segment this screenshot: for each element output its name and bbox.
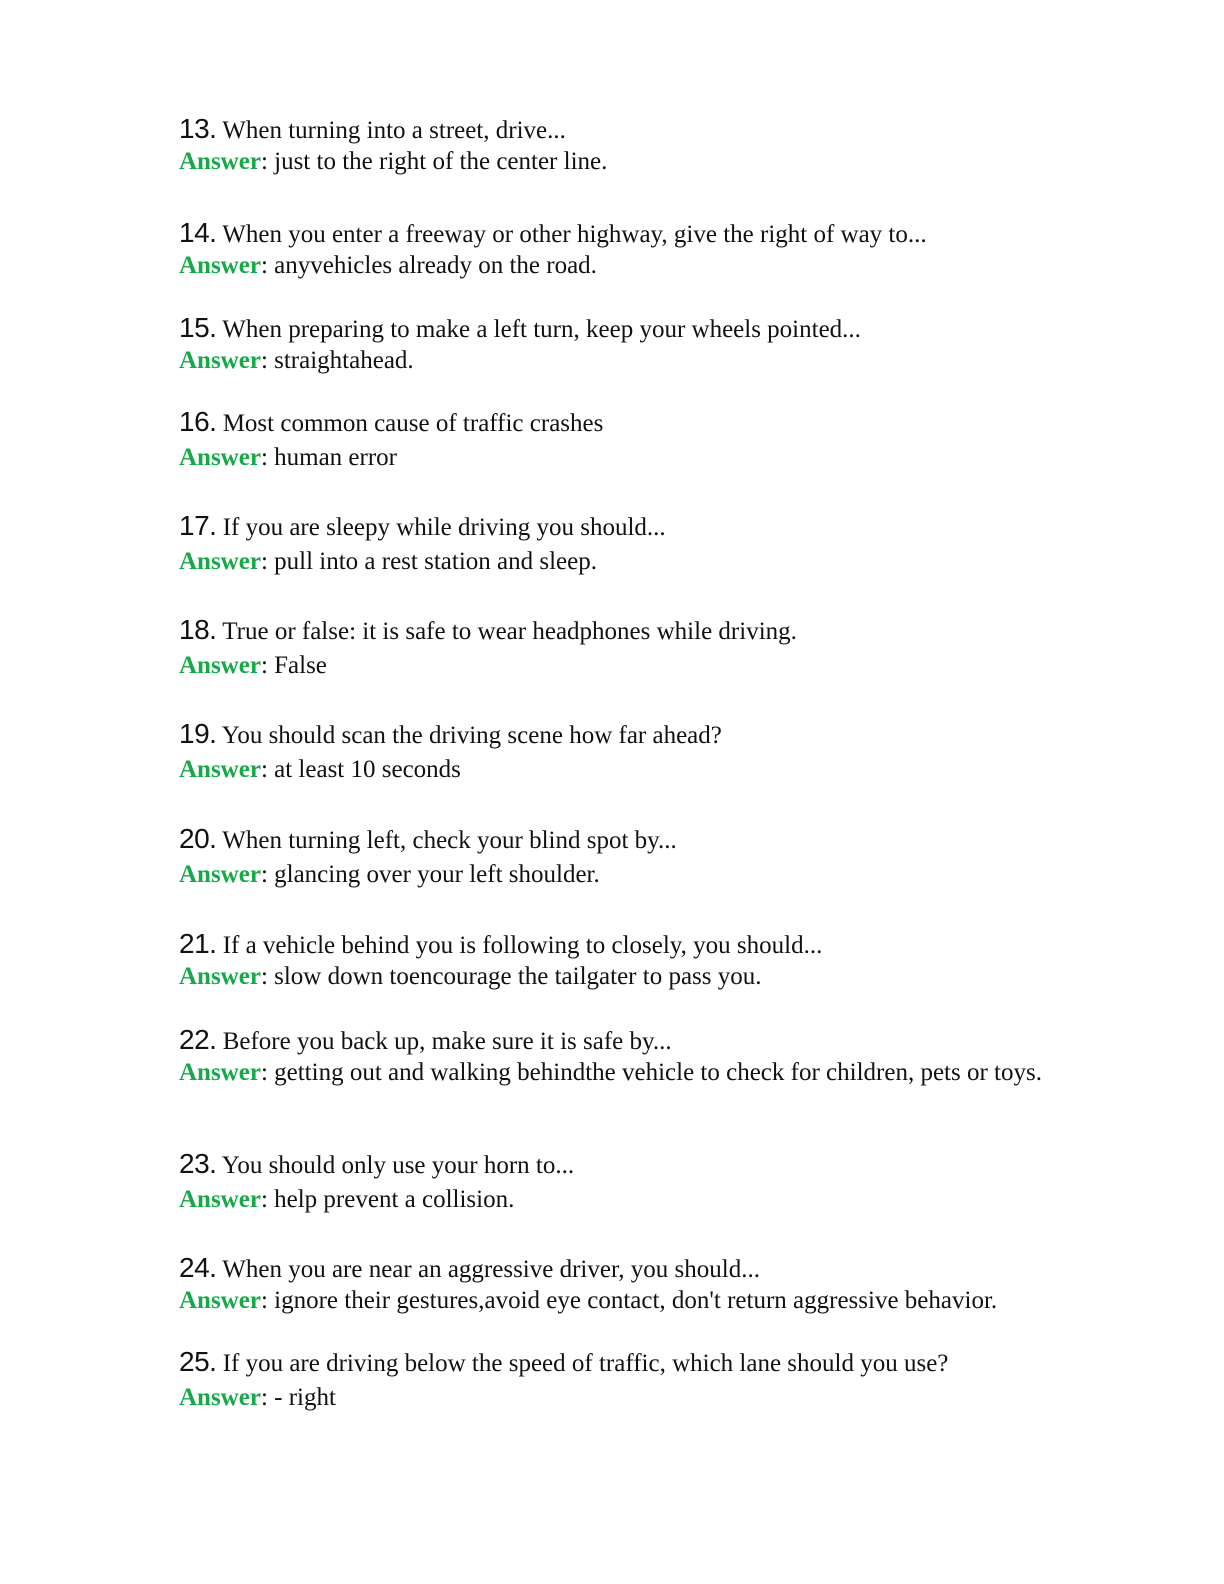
answer-label: Answer bbox=[179, 861, 261, 888]
answer-text: : just to the right of the center line. bbox=[260, 148, 608, 175]
question-line bbox=[179, 928, 1099, 961]
question-number: 21. bbox=[179, 928, 217, 959]
answer-text: : False bbox=[260, 652, 327, 679]
qa-item-24 bbox=[179, 1252, 1099, 1316]
question-number: 14. bbox=[179, 217, 217, 248]
question-text: True or false: it is safe to wear headphones while driving. bbox=[222, 618, 797, 645]
qa-item-15 bbox=[179, 312, 1099, 376]
question-line bbox=[179, 312, 1099, 345]
question-line bbox=[179, 113, 1099, 146]
qa-item-20 bbox=[179, 823, 1099, 890]
answer-line bbox=[179, 1382, 1099, 1413]
answer-label: Answer bbox=[179, 548, 261, 575]
answer-line bbox=[179, 146, 1099, 177]
answer-line bbox=[179, 345, 1099, 376]
question-number: 25. bbox=[179, 1346, 217, 1377]
answer-label: Answer bbox=[179, 756, 261, 783]
answer-line bbox=[179, 1057, 1099, 1088]
question-number: 18. bbox=[179, 614, 217, 645]
question-text: If a vehicle behind you is following to closely, you should... bbox=[222, 932, 823, 959]
question-text: You should only use your horn to... bbox=[221, 1152, 575, 1179]
answer-line bbox=[179, 754, 1099, 785]
question-number: 17. bbox=[179, 510, 217, 541]
qa-item-14 bbox=[179, 217, 1099, 281]
answer-label: Answer bbox=[179, 963, 261, 990]
question-line bbox=[179, 823, 1099, 856]
question-line bbox=[179, 1252, 1099, 1285]
question-text: When you enter a freeway or other highway, give the right of way to... bbox=[222, 221, 927, 248]
question-text: Most common cause of traffic crashes bbox=[222, 410, 604, 437]
question-text: When turning left, check your blind spot by... bbox=[222, 827, 677, 854]
question-number: 24. bbox=[179, 1252, 217, 1283]
question-number: 16. bbox=[179, 406, 217, 437]
question-line bbox=[179, 1148, 1099, 1181]
question-number: 15. bbox=[179, 312, 217, 343]
answer-line bbox=[179, 650, 1099, 681]
answer-line bbox=[179, 1285, 1099, 1316]
question-text: If you are sleepy while driving you should... bbox=[222, 514, 666, 541]
answer-text: : getting out and walking behindthe vehicle to check for children, pets or toys. bbox=[260, 1059, 1042, 1086]
question-line bbox=[179, 614, 1099, 647]
answer-text: : glancing over your left shoulder. bbox=[260, 861, 600, 888]
question-text: When turning into a street, drive... bbox=[222, 117, 566, 144]
answer-line bbox=[179, 250, 1099, 281]
qa-item-18 bbox=[179, 614, 1099, 681]
answer-label: Answer bbox=[179, 252, 261, 279]
question-text: If you are driving below the speed of traffic, which lane should you use? bbox=[222, 1350, 949, 1377]
qa-item-25 bbox=[179, 1346, 1099, 1413]
qa-item-23 bbox=[179, 1148, 1099, 1215]
answer-label: Answer bbox=[179, 1059, 261, 1086]
qa-item-21 bbox=[179, 928, 1099, 992]
question-number: 22. bbox=[179, 1024, 217, 1055]
qa-item-19 bbox=[179, 718, 1099, 785]
answer-label: Answer bbox=[179, 652, 261, 679]
answer-label: Answer bbox=[179, 1186, 261, 1213]
answer-text: : human error bbox=[260, 444, 397, 471]
question-text: You should scan the driving scene how far ahead? bbox=[221, 722, 722, 749]
answer-label: Answer bbox=[179, 347, 261, 374]
answer-label: Answer bbox=[179, 444, 261, 471]
qa-item-22 bbox=[179, 1024, 1099, 1088]
answer-label: Answer bbox=[179, 148, 261, 175]
qa-item-16 bbox=[179, 406, 1099, 473]
question-line bbox=[179, 510, 1099, 543]
question-line bbox=[179, 217, 1099, 250]
question-line bbox=[179, 1346, 1099, 1379]
answer-text: : - right bbox=[260, 1384, 336, 1411]
question-text: Before you back up, make sure it is safe by... bbox=[222, 1028, 672, 1055]
question-number: 20. bbox=[179, 823, 217, 854]
answer-text: : at least 10 seconds bbox=[260, 756, 461, 783]
question-number: 13. bbox=[179, 113, 217, 144]
answer-text: : slow down toencourage the tailgater to pass you. bbox=[260, 963, 762, 990]
question-text: When preparing to make a left turn, keep your wheels pointed... bbox=[222, 316, 861, 343]
question-line bbox=[179, 1024, 1099, 1057]
answer-text: : straightahead. bbox=[260, 347, 414, 374]
question-number: 23. bbox=[179, 1148, 217, 1179]
answer-text: : help prevent a collision. bbox=[260, 1186, 515, 1213]
answer-text: : pull into a rest station and sleep. bbox=[260, 548, 597, 575]
question-number: 19. bbox=[179, 718, 217, 749]
answer-label: Answer bbox=[179, 1384, 261, 1411]
question-line bbox=[179, 406, 1099, 439]
qa-item-17 bbox=[179, 510, 1099, 577]
answer-line bbox=[179, 546, 1099, 577]
answer-label: Answer bbox=[179, 1287, 261, 1314]
answer-line bbox=[179, 859, 1099, 890]
question-text: When you are near an aggressive driver, you should... bbox=[222, 1256, 760, 1283]
answer-line bbox=[179, 1184, 1099, 1215]
answer-line bbox=[179, 961, 1099, 992]
answer-text: : ignore their gestures,avoid eye contact, don't return aggressive behavior. bbox=[260, 1287, 998, 1314]
question-line bbox=[179, 718, 1099, 751]
answer-text: : anyvehicles already on the road. bbox=[260, 252, 597, 279]
answer-line bbox=[179, 442, 1099, 473]
qa-item-13 bbox=[179, 113, 1099, 177]
